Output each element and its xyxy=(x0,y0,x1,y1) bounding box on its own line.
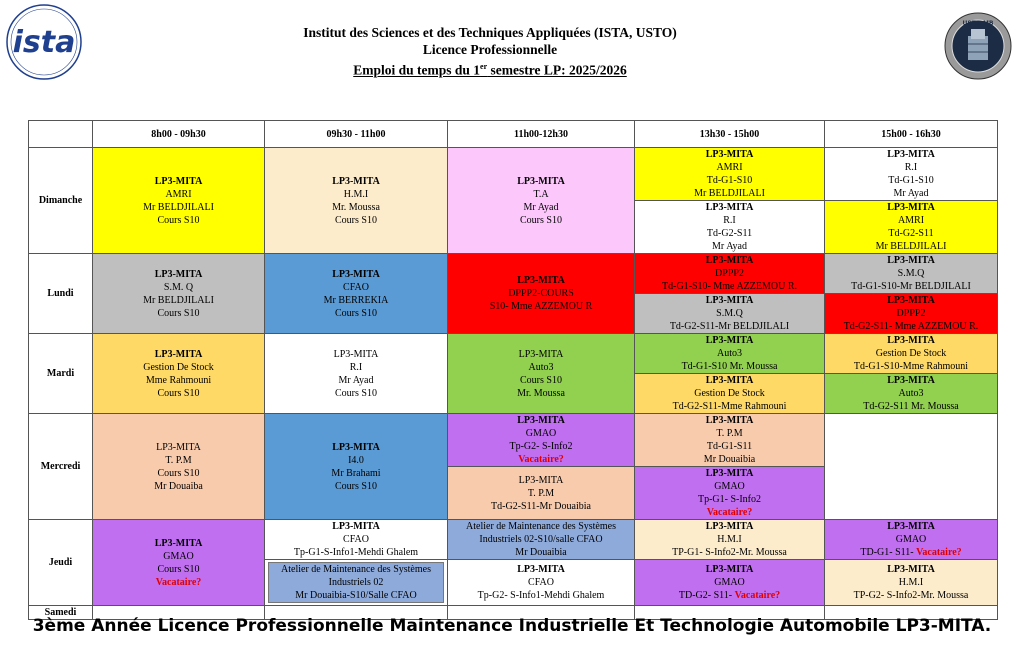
session-cell: LP3-MITA AMRI Td-G2-S11 Mr BELDJILALI xyxy=(825,201,998,254)
empty-cell xyxy=(825,414,998,520)
session-cell: LP3-MITA H.M.I TP-G1- S-Info2-Mr. Moussa xyxy=(635,520,825,560)
session-cell: LP3-MITA CFAO Tp-G2- S-Info1-Mehdi Ghalem xyxy=(448,560,635,606)
session-cell: LP3-MITA GMAO Tp-G1- S-Info2 Vacataire? xyxy=(635,467,825,520)
session-cell: LP3-MITA H.M.I Mr. Moussa Cours S10 xyxy=(265,148,448,254)
institution-title: Institut des Sciences et des Techniques Appliquées (ISTA, USTO) xyxy=(303,25,677,40)
program-title: Licence Professionnelle xyxy=(422,42,558,57)
session-cell: LP3-MITA GMAO Tp-G2- S-Info2 Vacataire? xyxy=(448,414,635,467)
schedule-title: Emploi du temps du 1er semestre LP: 2025/2026 xyxy=(353,62,627,78)
time-slot-header: 09h30 - 11h00 xyxy=(265,121,448,148)
session-cell: LP3-MITA S.M.Q Td-G2-S11-Mr BELDJILALI xyxy=(635,294,825,334)
session-cell: LP3-MITA R.I Mr Ayad Cours S10 xyxy=(265,334,448,414)
time-slot-header: 13h30 - 15h00 xyxy=(635,121,825,148)
session-cell: LP3-MITA I4.0 Mr Brahami Cours S10 xyxy=(265,414,448,520)
session-cell: LP3-MITA S.M.Q Td-G1-S10-Mr BELDJILALI xyxy=(825,254,998,294)
session-cell xyxy=(265,560,448,606)
session-cell: LP3-MITA Gestion De Stock Td-G2-S11-Mme Rahmouni xyxy=(635,374,825,414)
session-cell: LP3-MITA H.M.I TP-G2- S-Info2-Mr. Moussa xyxy=(825,560,998,606)
session-cell: LP3-MITA Auto3 Td-G1-S10 Mr. Moussa xyxy=(635,334,825,374)
session-cell: LP3-MITA CFAO Mr BERREKIA Cours S10 xyxy=(265,254,448,334)
day-label-mercredi: Mercredi xyxy=(29,414,93,520)
session-cell: LP3-MITA Auto3 Td-G2-S11 Mr. Moussa xyxy=(825,374,998,414)
session-cell: LP3-MITA S.M. Q Mr BELDJILALI Cours S10 xyxy=(93,254,265,334)
session-cell: LP3-MITA AMRI Mr BELDJILALI Cours S10 xyxy=(93,148,265,254)
atelier-box: Atelier de Maintenance des Systèmes Industriels 02 Mr Douaibia-S10/Salle CFAO xyxy=(268,562,444,603)
session-cell: Atelier de Maintenance des Systèmes Industriels 02-S10/salle CFAO Mr Douaibia xyxy=(448,520,635,560)
time-slot-header: 15h00 - 16h30 xyxy=(825,121,998,148)
session-cell: LP3-MITA GMAO TD-G2- S11- Vacataire? xyxy=(635,560,825,606)
ista-logo xyxy=(4,4,84,80)
header-row xyxy=(29,121,998,148)
day-label-dimanche: Dimanche xyxy=(29,148,93,254)
session-cell: LP3-MITA T. P.M Cours S10 Mr Douaiba xyxy=(93,414,265,520)
session-cell: LP3-MITA R.I Td-G2-S11 Mr Ayad xyxy=(635,201,825,254)
usto-seal xyxy=(944,12,1012,80)
usto-seal-text: USTO MB xyxy=(962,20,994,27)
session-cell: LP3-MITA CFAO Tp-G1-S-Info1-Mehdi Ghalem xyxy=(265,520,448,560)
document-header xyxy=(180,24,800,79)
session-cell: LP3-MITA Auto3 Cours S10 Mr. Moussa xyxy=(448,334,635,414)
day-label-lundi: Lundi xyxy=(29,254,93,334)
time-slot-header: 11h00-12h30 xyxy=(448,121,635,148)
session-cell: LP3-MITA DPPP2 Td-G2-S11- Mme AZZEMOU R. xyxy=(825,294,998,334)
session-cell: LP3-MITA Gestion De Stock Mme Rahmouni Cours S10 xyxy=(93,334,265,414)
session-cell: LP3-MITA T.A Mr Ayad Cours S10 xyxy=(448,148,635,254)
day-label-mardi: Mardi xyxy=(29,334,93,414)
timetable xyxy=(28,120,998,620)
time-slot-header: 8h00 - 09h30 xyxy=(93,121,265,148)
session-cell: LP3-MITA DPPP2-COURS S10- Mme AZZEMOU R xyxy=(448,254,635,334)
session-cell: LP3-MITA T. P.M Td-G2-S11-Mr Douaibia xyxy=(448,467,635,520)
program-footer: 3ème Année Licence Professionnelle Maintenance Industrielle Et Technologie Automobile LP3-MITA. xyxy=(32,616,992,636)
session-cell: LP3-MITA GMAO Cours S10 Vacataire? xyxy=(93,520,265,606)
day-label-samedi: Samedi xyxy=(29,606,93,620)
session-cell: LP3-MITA R.I Td-G1-S10 Mr Ayad xyxy=(825,148,998,201)
session-cell: LP3-MITA GMAO TD-G1- S11- Vacataire? xyxy=(825,520,998,560)
ista-logo-text: ista xyxy=(12,25,76,60)
day-label-jeudi: Jeudi xyxy=(29,520,93,606)
session-cell: LP3-MITA T. P.M Td-G1-S11 Mr Douaibia xyxy=(635,414,825,467)
corner-cell xyxy=(29,121,93,148)
session-cell: LP3-MITA Gestion De Stock Td-G1-S10-Mme Rahmouni xyxy=(825,334,998,374)
session-cell: LP3-MITA AMRI Td-G1-S10 Mr BELDJILALI xyxy=(635,148,825,201)
session-cell: LP3-MITA DPPP2 Td-G1-S10- Mme AZZEMOU R. xyxy=(635,254,825,294)
